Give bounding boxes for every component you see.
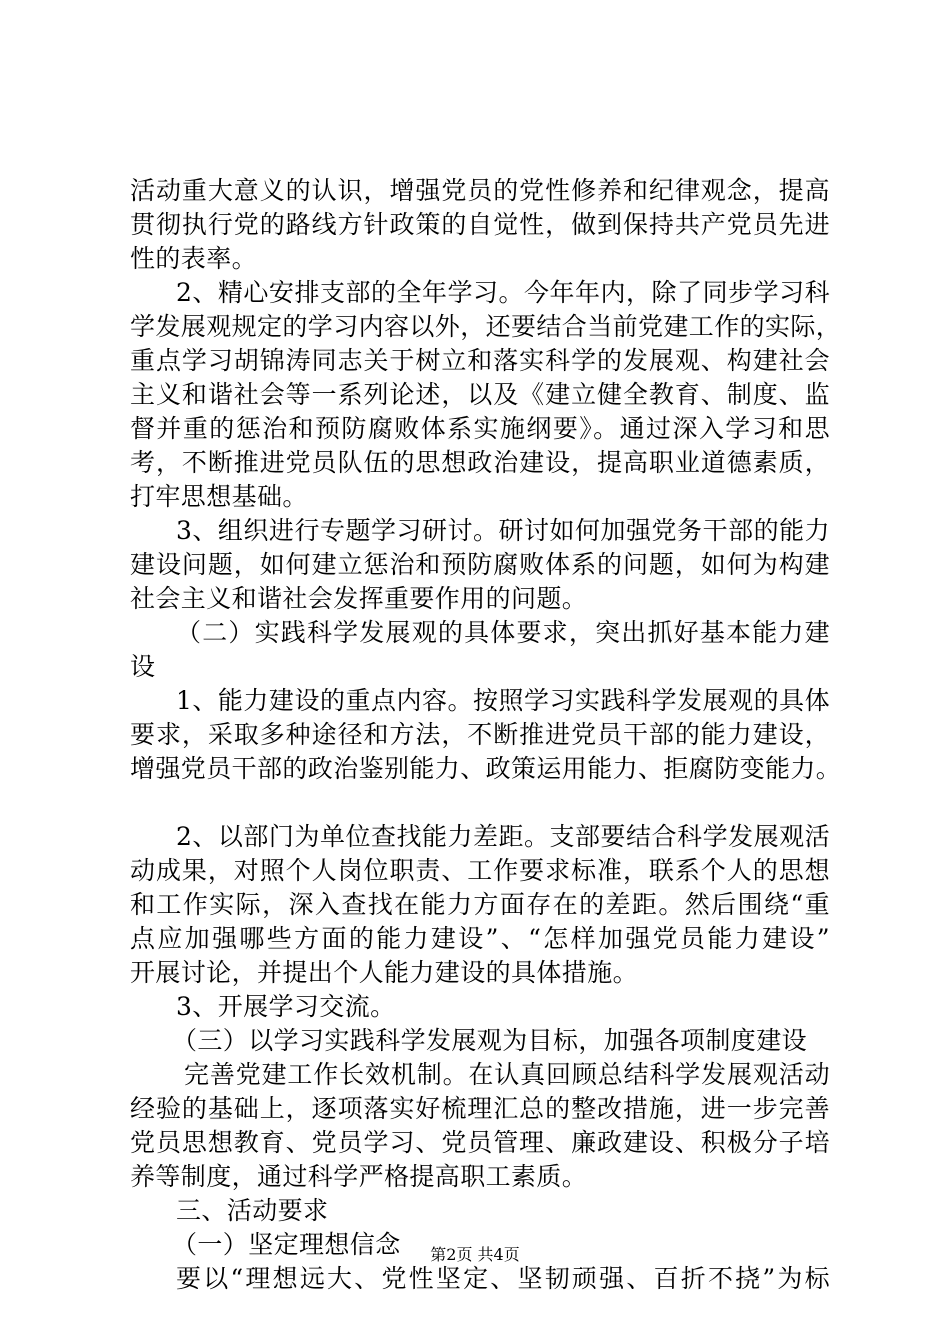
text-line-23: 开展讨论，并提出个人能力建设的具体措施。 [130,958,639,987]
text-line-27: 经验的基础上，逐项落实好梳理汇总的整改措施，进一步完善 [130,1094,830,1123]
text-line-31: （一）坚定理想信念 [172,1230,401,1259]
text-line-2: 贯彻执行党的路线方针政策的自觉性，做到保持共产党员先进 [130,210,830,239]
text-line-4: 2、精心安排支部的全年学习。今年年内，除了同步学习科 [176,278,830,307]
text-line-19: 2、以部门为单位查找能力差距。支部要结合科学发展观活 [176,822,830,851]
text-line-15: 设 [130,652,156,681]
text-line-17: 要求，采取多种途径和方法，不断推进党员干部的能力建设， [130,720,830,749]
text-line-12: 建设问题，如何建立惩治和预防腐败体系的问题，如何为构建 [130,550,830,579]
text-line-22: 点应加强哪些方面的能力建设”、“怎样加强党员能力建设” [130,924,830,953]
text-line-28: 党员思想教育、党员学习、党员管理、廉政建设、积极分子培 [130,1128,830,1157]
text-line-29: 养等制度，通过科学严格提高职工素质。 [130,1162,588,1191]
text-line-13: 社会主义和谐社会发挥重要作用的问题。 [130,584,588,613]
text-line-20: 动成果，对照个人岗位职责、工作要求标准，联系个人的思想 [130,856,830,885]
text-line-1: 活动重大意义的认识，增强党员的党性修养和纪律观念，提高 [130,176,830,205]
text-line-21: 和工作实际，深入查找在能力方面存在的差距。然后围绕“重 [130,890,830,919]
text-line-7: 主义和谐社会等一系列论述，以及《建立健全教育、制度、监 [130,380,830,409]
page-footer: 第2页 共4页 [430,1245,520,1264]
text-line-18: 增强党员干部的政治鉴别能力、政策运用能力、拒腐防变能力。 [130,754,842,783]
text-line-3: 性的表率。 [130,244,258,273]
text-line-8: 督并重的惩治和预防腐败体系实施纲要》。通过深入学习和思 [130,414,830,443]
text-line-32: 要以“理想远大、党性坚定、坚韧顽强、百折不挠”为标 [176,1264,830,1293]
text-line-26: 完善党建工作长效机制。在认真回顾总结科学发展观活动 [184,1060,830,1089]
text-line-9: 考，不断推进党员队伍的思想政治建设，提高职业道德素质， [130,448,830,477]
text-line-5: 学发展观规定的学习内容以外，还要结合当前党建工作的实际， [130,312,842,341]
text-line-16: 1、能力建设的重点内容。按照学习实践科学发展观的具体 [176,686,830,715]
text-line-24: 3、开展学习交流。 [176,992,396,1021]
text-line-14: （二）实践科学发展观的具体要求，突出抓好基本能力建 [176,618,830,647]
text-line-30: 三、活动要求 [176,1196,329,1225]
text-line-10: 打牢思想基础。 [130,482,308,511]
text-line-25: （三）以学习实践科学发展观为目标，加强各项制度建设 [172,1026,808,1055]
text-line-11: 3、组织进行专题学习研讨。研讨如何加强党务干部的能力 [176,516,830,545]
text-line-6: 重点学习胡锦涛同志关于树立和落实科学的发展观、构建社会 [130,346,830,375]
